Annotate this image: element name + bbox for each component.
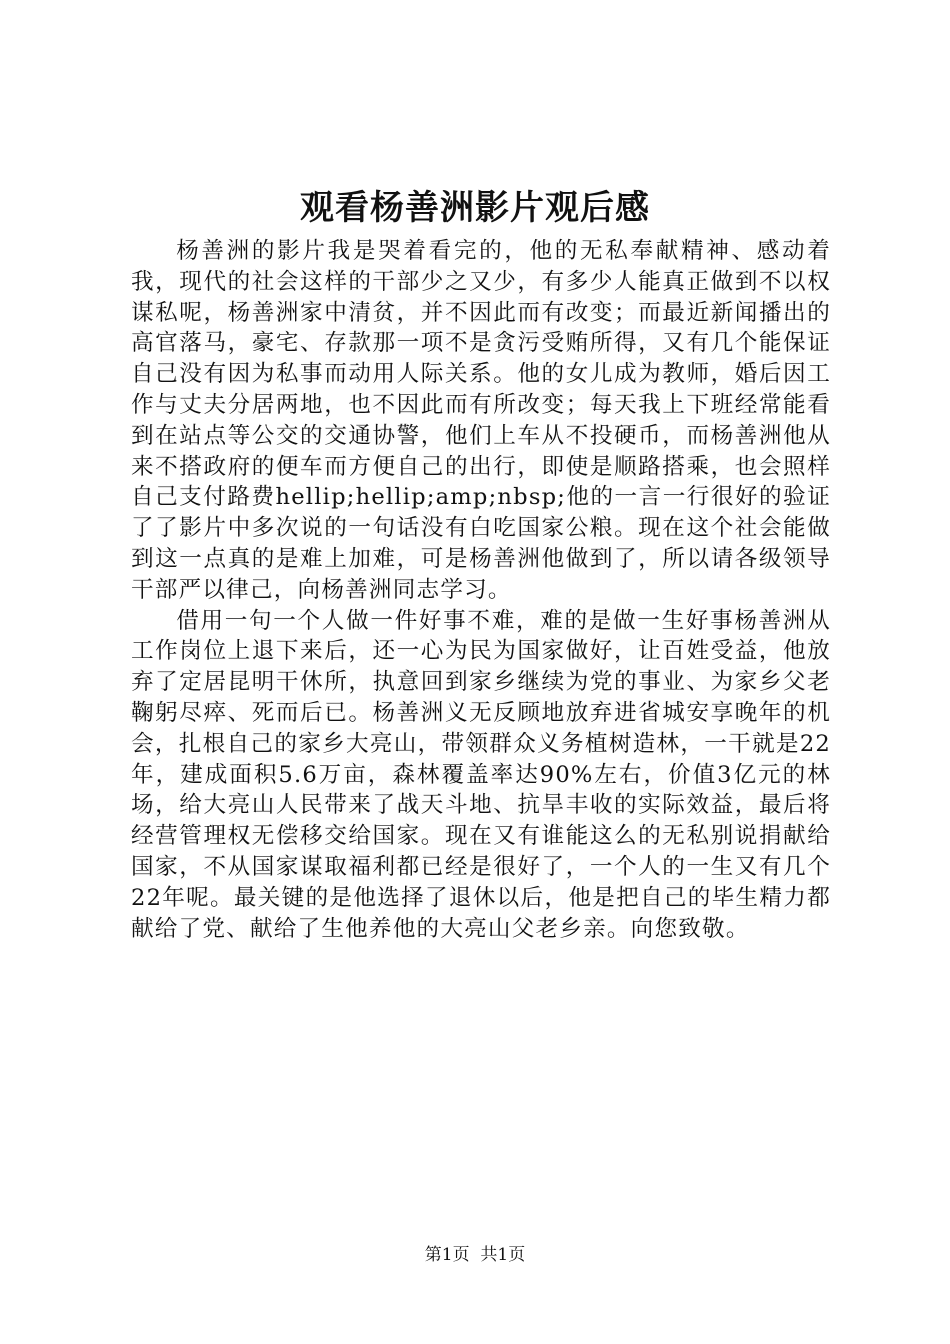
page-footer: 第1页 共1页 <box>424 1245 526 1265</box>
paragraph-1: 杨善洲的影片我是哭着看完的，他的无私奉献精神、感动着我，现代的社会这样的干部少之又少，有多少人能真正做到不以权谋私呢，杨善洲家中清贫，并不因此而有改变；而最近新闻播出的高官落马，豪宅、存款那一项不是贪污受贿所得，又有几个能保证自己没有因为私事而动用人际关系。他的女儿成为教师，婚后因工作与丈夫分居两地，也不因此而有所改变；每天我上下班经常能看到在站点等公交的交通协警，他们上车从不投硬币，而杨善洲他从来不搭政府的便车而方便自己的出行，即使是顺路搭乘，也会照样自己支付路费hellip;hellip;amp;nbsp;他的一言一行很好的验证了了影片中多次说的一句话没有白吃国家公粮。现在这个社会能做到这一点真的是难上加难，可是杨善洲他做到了，所以请各级领导干部严以律己，向杨善洲同志学习。 <box>131 238 831 603</box>
document-title: 观看杨善洲影片观后感 <box>300 188 650 228</box>
paragraph-2: 借用一句一个人做一件好事不难，难的是做一生好事杨善洲从工作岗位上退下来后，还一心为民为国家做好，让百姓受益，他放弃了定居昆明干休所，执意回到家乡继续为党的事业、为家乡父老鞠躬尽瘁、死而后已。杨善洲义无反顾地放弃进省城安享晚年的机会，扎根自己的家乡大亮山，带领群众义务植树造林，一干就是22年，建成面积5.6万亩，森林覆盖率达90%左右，价值3亿元的林场，给大亮山人民带来了战天斗地、抗旱丰收的实际效益，最后将经营管理权无偿移交给国家。现在又有谁能这么的无私别说捐献给国家，不从国家谋取福利都已经是很好了，一个人的一生又有几个22年呢。最关键的是他选择了退休以后，他是把自己的毕生精力都献给了党、献给了生他养他的大亮山父老乡亲。向您致敬。 <box>131 607 831 942</box>
document-body <box>131 236 831 944</box>
